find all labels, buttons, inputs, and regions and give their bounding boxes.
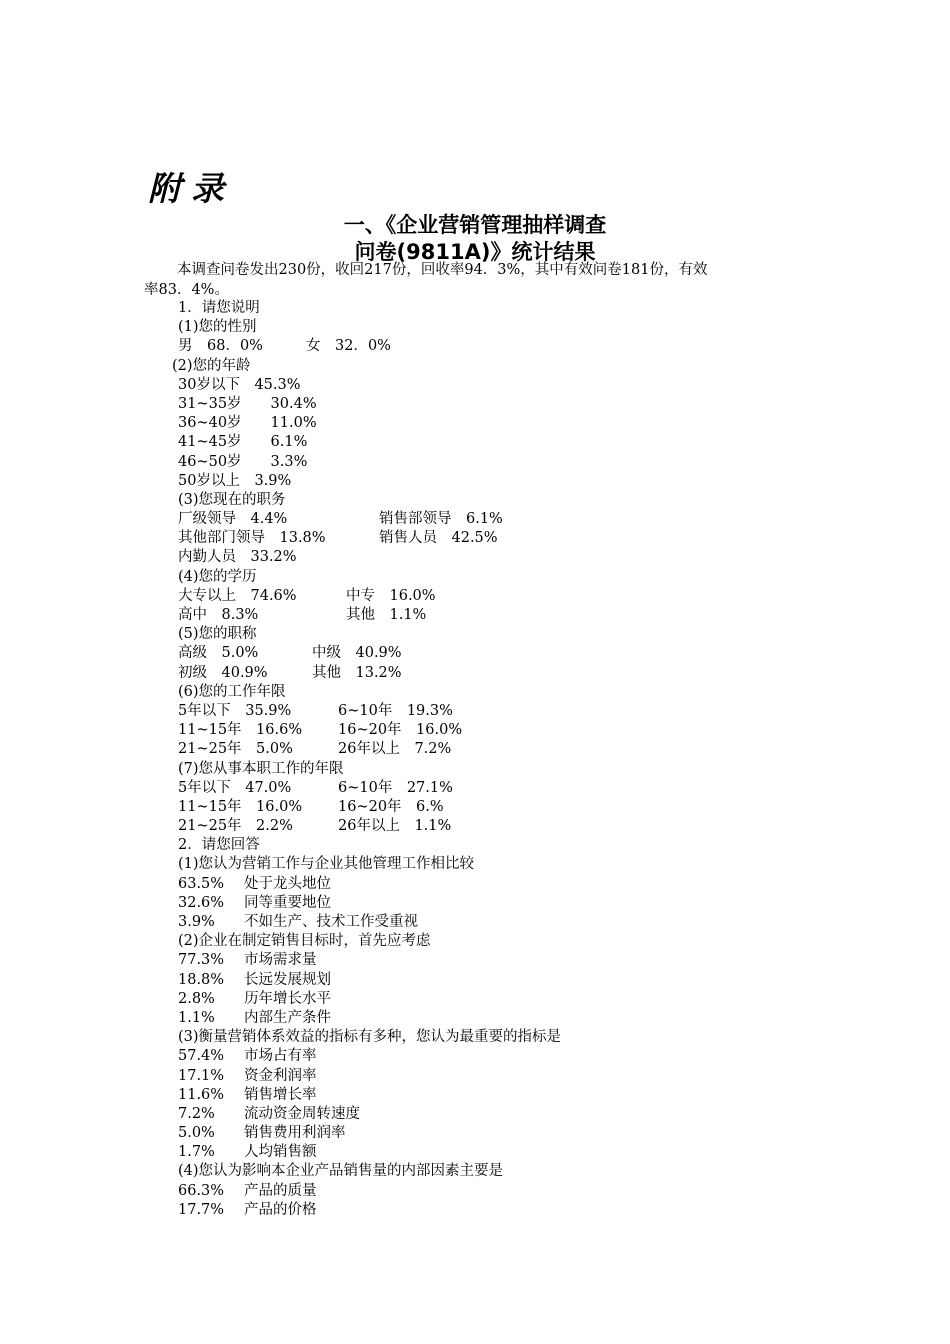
list-item xyxy=(0,376,950,395)
list-item xyxy=(0,529,950,548)
item-text-secondary: 6~10年 27.1% xyxy=(338,779,453,796)
list-item xyxy=(0,817,950,836)
list-item xyxy=(0,1105,950,1124)
item-text: 11.6% xyxy=(178,1086,225,1103)
list-item xyxy=(0,721,950,740)
list-item xyxy=(0,1143,950,1162)
item-text: 高中 8.3% xyxy=(178,607,259,623)
list-item xyxy=(0,337,950,356)
item-text: (3)您现在的职务 xyxy=(178,491,286,508)
item-text-secondary: 流动资金周转速度 xyxy=(244,1105,360,1122)
list-item xyxy=(0,875,950,894)
item-text-secondary: 销售增长率 xyxy=(244,1086,317,1103)
intro-paragraph xyxy=(144,261,794,300)
item-text-secondary: 历年增长水平 xyxy=(244,990,331,1007)
list-item xyxy=(0,664,950,683)
item-text-secondary: 内部生产条件 xyxy=(244,1009,331,1026)
item-text: 5年以下 47.0% xyxy=(178,779,292,796)
item-text: 77.3% xyxy=(178,952,225,969)
item-text-secondary: 销售部领导 6.1% xyxy=(379,511,503,528)
list-item xyxy=(0,568,950,587)
item-text: 57.4% xyxy=(178,1048,225,1065)
list-item xyxy=(0,606,950,625)
list-item xyxy=(0,932,950,951)
item-text: 50岁以上 3.9% xyxy=(178,472,292,489)
list-item xyxy=(0,702,950,721)
list-item xyxy=(0,414,950,433)
item-text: 30岁以下 45.3% xyxy=(178,376,301,393)
list-item xyxy=(0,453,950,472)
item-text: (6)您的工作年限 xyxy=(178,683,286,700)
item-text-secondary: 其他 1.1% xyxy=(346,607,427,623)
item-text: 大专以上 74.6% xyxy=(178,587,297,604)
list-item xyxy=(0,894,950,913)
item-text: 63.5% xyxy=(178,875,225,892)
item-text: (5)您的职称 xyxy=(178,626,257,643)
item-text: 1.7% xyxy=(178,1144,215,1161)
list-item xyxy=(0,510,950,529)
item-text: (4)您认为影响本企业产品销售量的内部因素主要是 xyxy=(178,1163,504,1180)
item-text-secondary: 中级 40.9% xyxy=(312,645,402,662)
list-item xyxy=(0,299,950,318)
item-text-secondary: 不如生产、技术工作受重视 xyxy=(244,914,418,930)
survey-results-list xyxy=(0,299,950,1220)
list-item xyxy=(0,1124,950,1143)
list-item xyxy=(0,798,950,817)
item-text: (4)您的学历 xyxy=(178,568,257,585)
item-text: 18.8% xyxy=(178,971,225,988)
list-item xyxy=(0,913,950,932)
item-text: 男 68．0% xyxy=(178,338,263,355)
list-item xyxy=(0,971,950,990)
item-text-secondary: 市场占有率 xyxy=(244,1048,317,1065)
list-item xyxy=(0,318,950,337)
item-text: 66.3% xyxy=(178,1182,225,1199)
item-text: 17.1% xyxy=(178,1067,225,1084)
list-item xyxy=(0,951,950,970)
list-item xyxy=(0,587,950,606)
list-item xyxy=(0,644,950,663)
list-item xyxy=(0,1086,950,1105)
list-item xyxy=(0,433,950,452)
item-text-secondary: 其他 13.2% xyxy=(312,664,402,681)
appendix-heading: 附录 xyxy=(148,169,234,208)
item-text: 21~25年 5.0% xyxy=(178,741,293,758)
item-text-secondary: 产品的价格 xyxy=(244,1201,317,1218)
item-text-secondary: 产品的质量 xyxy=(244,1182,317,1199)
item-text: (2)企业在制定销售目标时，首先应考虑 xyxy=(178,933,431,950)
list-item xyxy=(0,357,950,376)
list-item xyxy=(0,855,950,874)
list-item xyxy=(0,1028,950,1047)
item-text-secondary: 26年以上 7.2% xyxy=(338,741,452,758)
item-text-secondary: 长远发展规划 xyxy=(244,971,331,988)
list-item xyxy=(0,779,950,798)
item-text-secondary: 中专 16.0% xyxy=(346,587,436,604)
item-text: 36~40岁 11.0% xyxy=(178,415,317,432)
list-item xyxy=(0,548,950,567)
item-text-secondary: 16~20年 16.0% xyxy=(338,722,463,739)
item-text-secondary: 市场需求量 xyxy=(244,952,317,969)
list-item xyxy=(0,1182,950,1201)
item-text-secondary: 女 32．0% xyxy=(306,338,391,355)
item-text: 21~25年 2.2% xyxy=(178,818,293,835)
item-text: 7.2% xyxy=(178,1105,215,1122)
item-text: 46~50岁 3.3% xyxy=(178,453,308,470)
item-text: (1)您的性别 xyxy=(178,319,257,336)
item-text: 11~15年 16.0% xyxy=(178,798,303,815)
list-item xyxy=(0,472,950,491)
item-text: 厂级领导 4.4% xyxy=(178,511,288,528)
item-text: 17.7% xyxy=(178,1201,225,1218)
list-item xyxy=(0,760,950,779)
item-text: 初级 40.9% xyxy=(178,664,268,681)
item-text: (1)您认为营销工作与企业其他管理工作相比较 xyxy=(178,856,475,873)
intro-line-1: 本调查问卷发出230份，收回217份，回收率94．3%，其中有效问卷181份，有效 xyxy=(177,262,708,278)
item-text-secondary: 销售人员 42.5% xyxy=(379,530,498,547)
item-text-secondary: 6~10年 19.3% xyxy=(338,702,453,719)
item-text: 32.6% xyxy=(178,894,225,911)
item-text: 高级 5.0% xyxy=(178,645,259,662)
item-text: 3.9% xyxy=(178,914,215,930)
item-text: 其他部门领导 13.8% xyxy=(178,530,326,547)
list-item xyxy=(0,990,950,1009)
intro-line-2: 率83．4%。 xyxy=(144,281,229,298)
item-text: 2．请您回答 xyxy=(178,837,260,854)
item-text-secondary: 处于龙头地位 xyxy=(244,875,331,892)
list-item xyxy=(0,625,950,644)
item-text: 5年以下 35.9% xyxy=(178,702,292,719)
item-text-secondary: 资金利润率 xyxy=(244,1067,317,1084)
item-text: 1．请您说明 xyxy=(178,300,260,316)
list-item xyxy=(0,395,950,414)
list-item xyxy=(0,1162,950,1181)
document-title-line1: 一、《企业营销管理抽样调查 xyxy=(343,213,607,237)
item-text: (3)衡量营销体系效益的指标有多种，您认为最重要的指标是 xyxy=(178,1029,562,1046)
item-text: 1.1% xyxy=(178,1009,215,1026)
list-item xyxy=(0,836,950,855)
list-item xyxy=(0,491,950,510)
item-text: 内勤人员 33.2% xyxy=(178,549,297,566)
item-text: 11~15年 16.6% xyxy=(178,722,303,739)
item-text-secondary: 销售费用利润率 xyxy=(244,1125,346,1142)
list-item xyxy=(0,1009,950,1028)
item-text-secondary: 同等重要地位 xyxy=(244,894,331,911)
item-text: 5.0% xyxy=(178,1125,215,1142)
item-text-secondary: 26年以上 1.1% xyxy=(338,818,452,835)
document-title-line2: 问卷(9811A)》统计结果 xyxy=(354,240,596,264)
item-text: 41~45岁 6.1% xyxy=(178,434,308,451)
item-text-secondary: 人均销售额 xyxy=(244,1144,317,1161)
item-text: 2.8% xyxy=(178,990,215,1007)
list-item xyxy=(0,683,950,702)
item-text: (7)您从事本职工作的年限 xyxy=(178,760,344,777)
item-text: 31~35岁 30.4% xyxy=(178,395,317,412)
item-text-secondary: 16~20年 6.% xyxy=(338,798,444,815)
list-item xyxy=(0,1047,950,1066)
list-item xyxy=(0,1201,950,1220)
list-item xyxy=(0,1067,950,1086)
item-text: (2)您的年龄 xyxy=(172,357,251,374)
list-item xyxy=(0,740,950,759)
